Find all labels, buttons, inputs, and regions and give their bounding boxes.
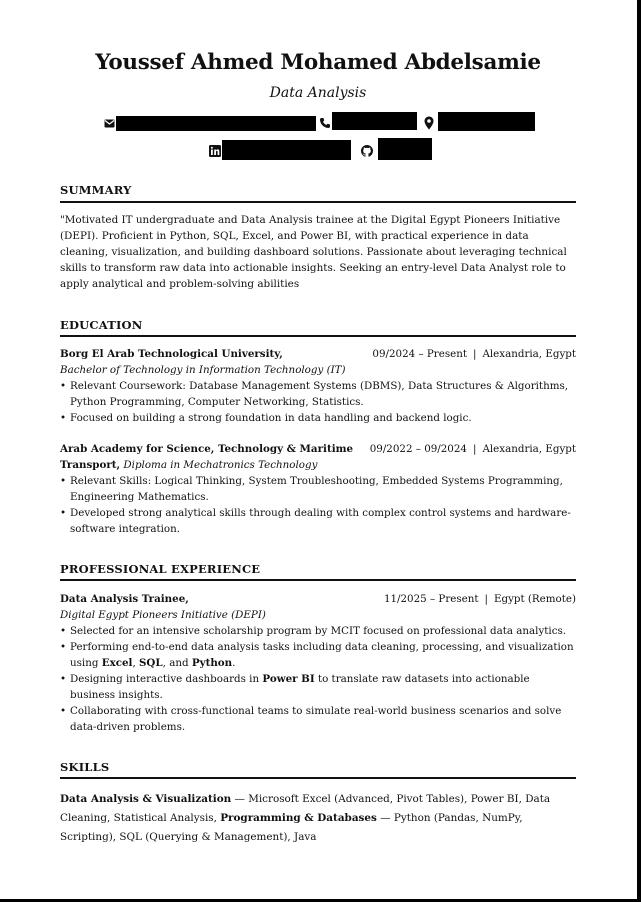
education-degree-line [60, 457, 317, 473]
location-icon [424, 116, 434, 130]
list-item: • Focused on building a strong foundation in data handling and backend logic. [60, 410, 576, 426]
list-item: • Designing interactive dashboards in Power BI to translate raw datasets into actionable business insights. [60, 671, 576, 703]
experience-organization: Digital Egypt Pioneers Initiative (DEPI) [60, 609, 266, 621]
education-school-cont: Transport, [60, 459, 121, 471]
education-dates: 09/2022 – 09/2024 [369, 443, 467, 455]
list-item: • Relevant Skills: Logical Thinking, System Troubleshooting, Embedded Systems Programming, Engineering Mathematics. [60, 473, 576, 505]
list-item: • Performing end-to-end data analysis tasks including data cleaning, processing, and visualization using Excel, SQL, and Python. [60, 639, 576, 671]
meta-separator: | [472, 443, 477, 455]
education-dates: 09/2024 – Present [372, 348, 467, 360]
education-meta [370, 441, 576, 457]
section-title-experience: PROFESSIONAL EXPERIENCE [60, 562, 261, 576]
experience-meta [384, 591, 576, 607]
redacted-linkedin[interactable] [222, 140, 351, 160]
education-degree: Diploma in Mechatronics Technology [123, 459, 318, 471]
section-title-education: EDUCATION [60, 318, 143, 332]
education-bullets [60, 473, 576, 537]
github-icon [361, 145, 373, 157]
section-divider [60, 579, 576, 581]
skill-category: Programming & Databases [220, 812, 377, 824]
section-divider [60, 777, 576, 779]
section-divider [60, 201, 576, 203]
list-item: • Selected for an intensive scholarship program by MCIT focused on professional data analytics. [60, 623, 576, 639]
page-edge-right [637, 0, 641, 902]
section-title-summary: SUMMARY [60, 183, 132, 197]
education-location: Alexandria, Egypt [482, 348, 576, 360]
experience-dates: 11/2025 – Present [383, 593, 479, 605]
email-icon [104, 119, 115, 128]
experience-location: Egypt (Remote) [493, 593, 576, 605]
experience-bullets [60, 623, 576, 735]
phone-icon [319, 117, 331, 129]
education-bullets [60, 378, 576, 426]
redacted-github[interactable] [378, 138, 432, 160]
candidate-role: Data Analysis [269, 85, 367, 101]
education-location: Alexandria, Egypt [482, 443, 576, 455]
section-title-skills: SKILLS [60, 760, 110, 774]
skill-category: Data Analysis & Visualization [60, 793, 232, 805]
meta-separator: | [472, 348, 477, 360]
linkedin-icon [209, 145, 221, 157]
meta-separator: | [484, 593, 488, 605]
redacted-phone[interactable] [332, 112, 417, 130]
education-meta [372, 346, 576, 362]
list-item: • Collaborating with cross-functional teams to simulate real-world business scenarios and solve data-driven problems. [60, 703, 576, 735]
education-school: Arab Academy for Science, Technology & Maritime [60, 443, 354, 455]
summary-text: "Motivated IT undergraduate and Data Analysis trainee at the Digital Egypt Pioneers Initiative (DEPI). Proficient in Python, SQL, Excel, and Power BI, with practical experience in data cleaning, visualization, and building dashboard solutions. Passionate about leveraging technical skills to transform raw data into actionable insights. Seeking an entry-level Data Analyst role to apply analytical and problem-solving abilities [60, 214, 567, 290]
list-item: • Developed strong analytical skills through dealing with complex control systems and hardware-software integration. [60, 505, 576, 537]
experience-position: Data Analysis Trainee, [60, 593, 189, 605]
education-degree: Bachelor of Technology in Information Technology (IT) [60, 364, 346, 376]
education-school: Borg El Arab Technological University, [60, 348, 283, 360]
section-divider [60, 335, 576, 337]
redacted-location [438, 112, 535, 131]
candidate-name: Youssef Ahmed Mohamed Abdelsamie [95, 50, 541, 75]
list-item: • Relevant Coursework: Database Management Systems (DBMS), Data Structures & Algorithms, Python Programming, Computer Networking, Statistics. [60, 378, 576, 410]
redacted-email[interactable] [116, 116, 316, 131]
skills-text: Data Analysis & Visualization — Microsoft Excel (Advanced, Pivot Tables), Power BI, Data Cleaning, Statistical Analysis, Programming & Databases — Python (Pandas, NumPy, Scripting), SQL (Querying & Management), Java [60, 793, 551, 843]
